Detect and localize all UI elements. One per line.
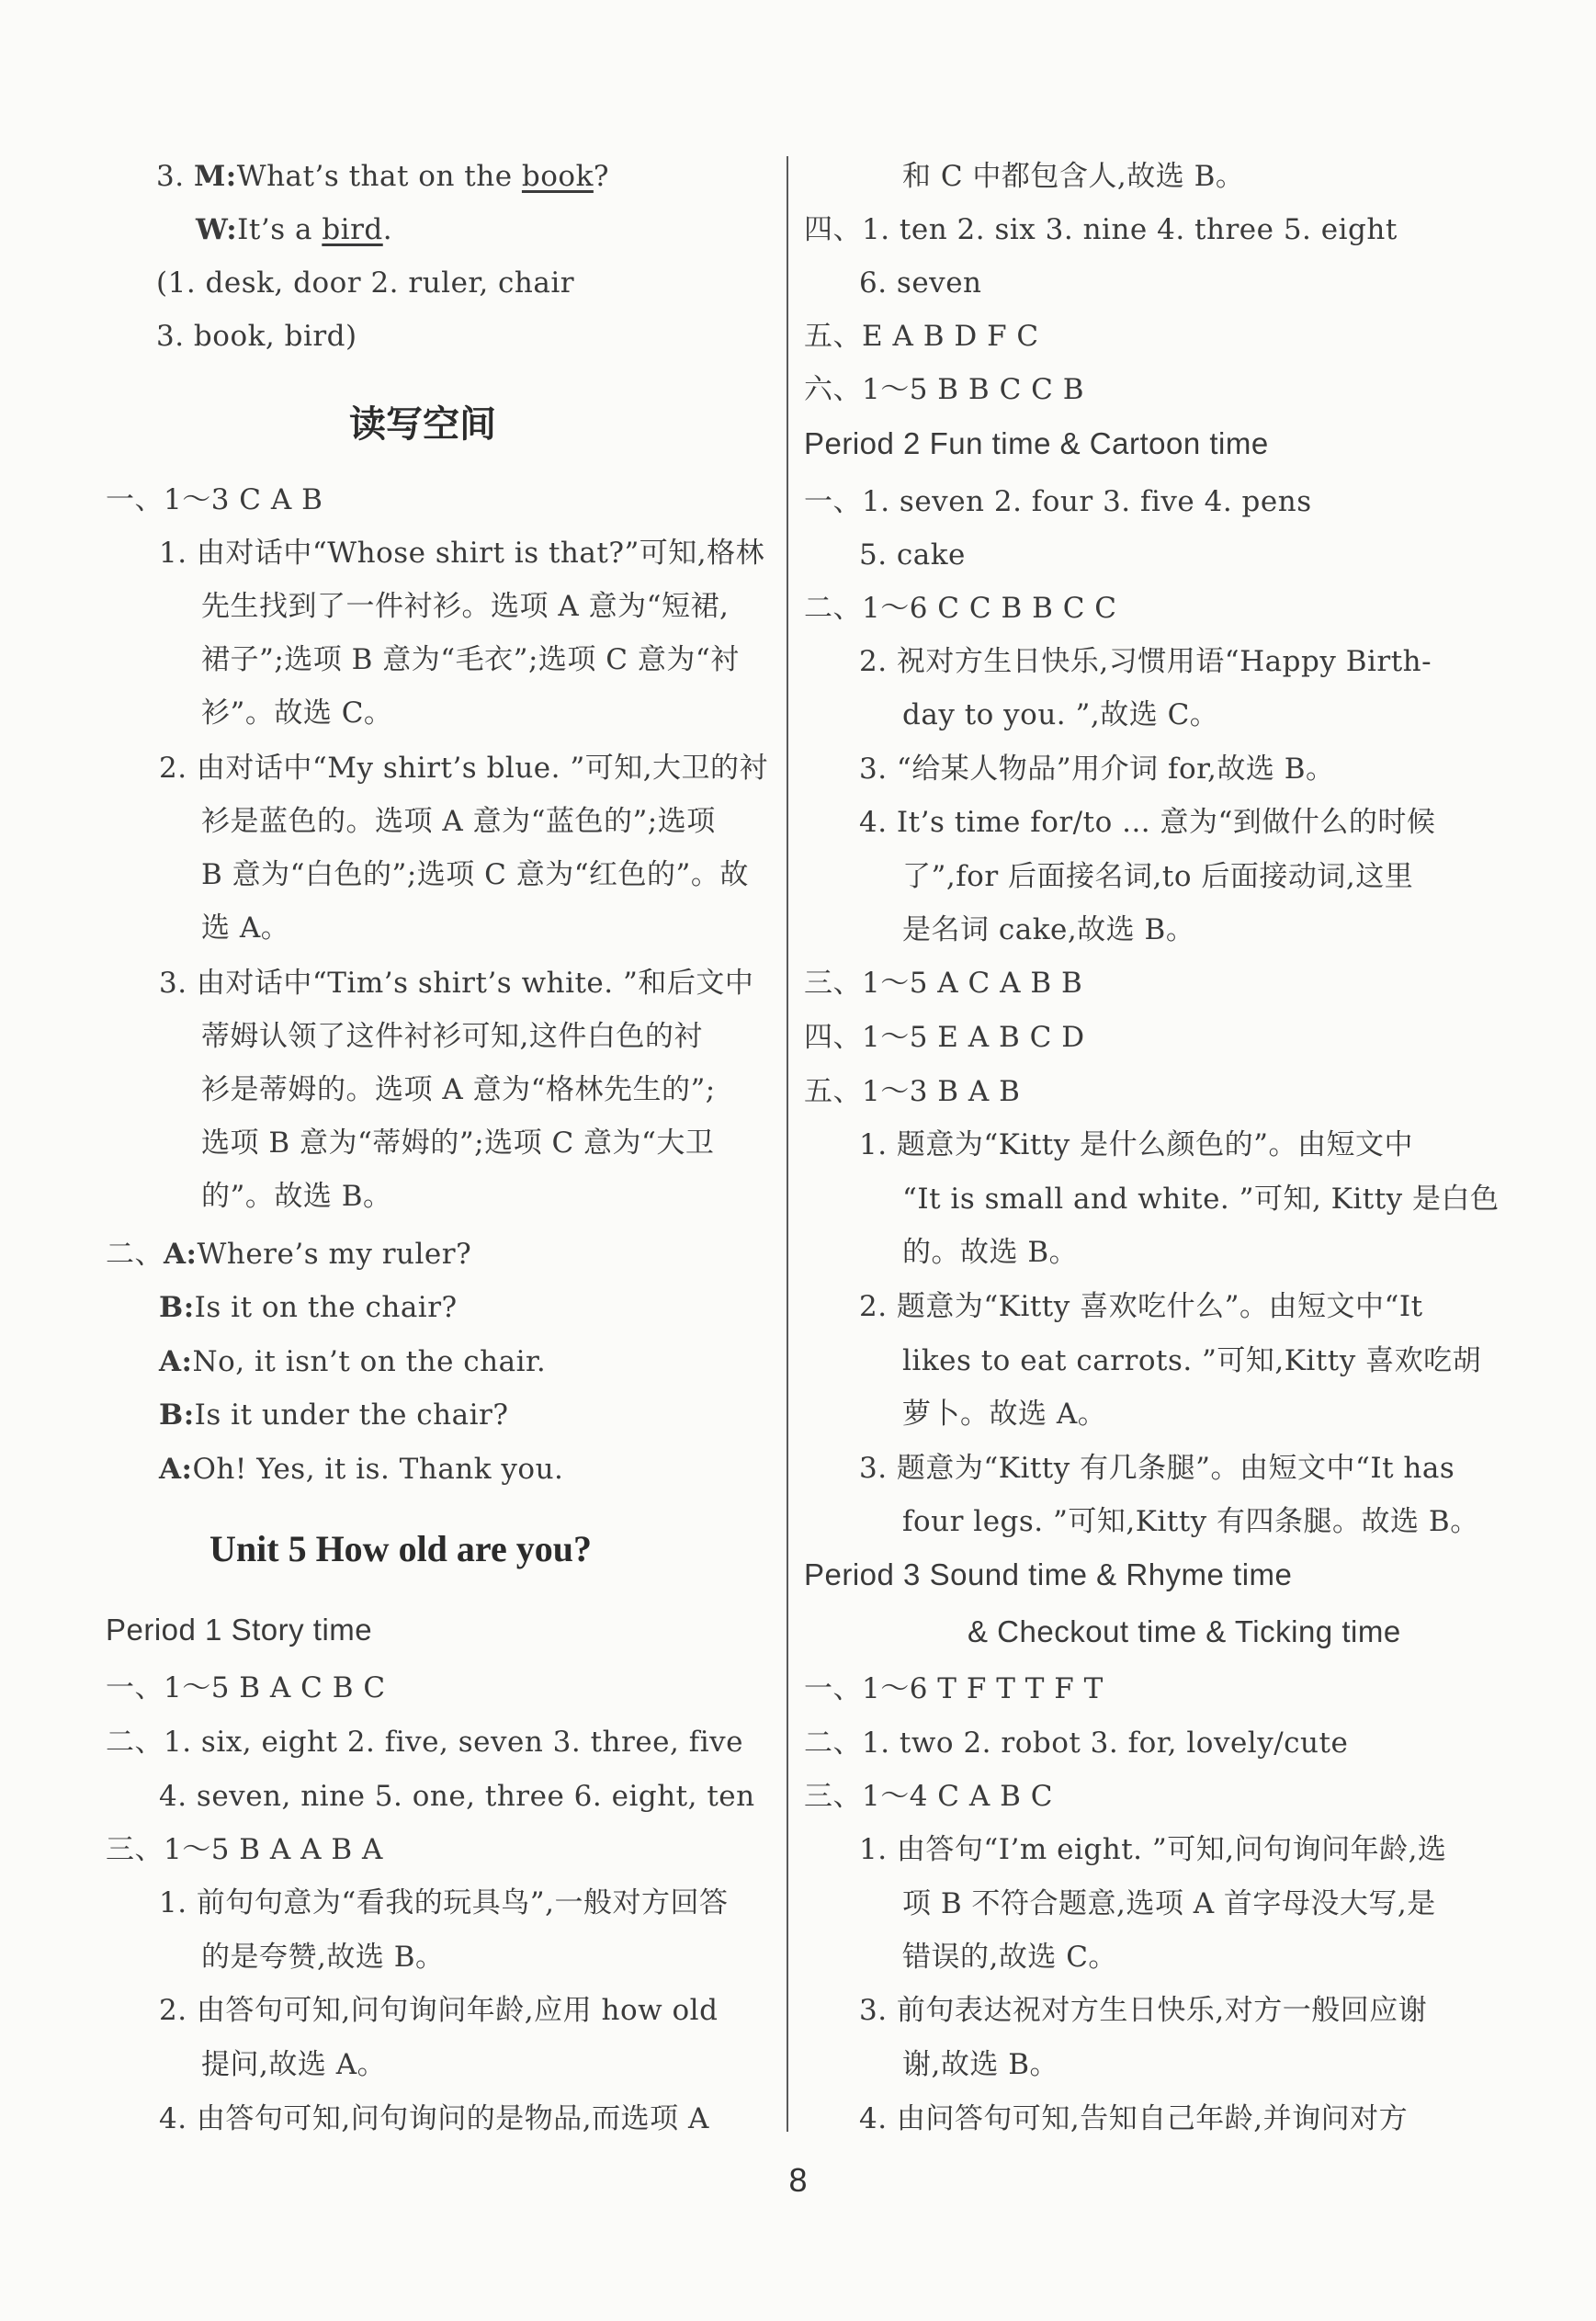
- answer-line: 3. “给某人物品”用介词 for,故选 B。: [859, 753, 1335, 786]
- answer-line: 提问,故选 A。: [201, 2048, 387, 2081]
- answer-line: 和 C 中都包含人,故选 B。: [902, 160, 1245, 193]
- answer-line: 四、1～5 E A B C D: [804, 1021, 1085, 1054]
- answer-line: 5. cake: [859, 538, 966, 572]
- answer-line: 1. 前句句意为“看我的玩具鸟”,一般对方回答: [159, 1886, 729, 1919]
- answer-line: 衫是蓝色的。选项 A 意为“蓝色的”;选项: [201, 805, 716, 838]
- unit-title: Unit 5 How old are you?: [209, 1528, 592, 1569]
- dialogue-line: A:Oh! Yes, it is. Thank you.: [159, 1453, 564, 1486]
- section-title: 读写空间: [349, 403, 496, 446]
- answer-line: 六、1～5 B B C C B: [804, 373, 1084, 406]
- dialogue-line: 二、A:Where’s my ruler?: [106, 1238, 472, 1271]
- answer-line: 2. 题意为“Kitty 喜欢吃什么”。由短文中“It: [859, 1290, 1423, 1323]
- answer-line: 的是夸赞,故选 B。: [201, 1941, 445, 1974]
- answer-line: 4. 由答句可知,问句询问的是物品,而选项 A: [159, 2102, 709, 2135]
- dialogue-line: A:No, it isn’t on the chair.: [159, 1345, 547, 1378]
- period-heading: Period 3 Sound time & Rhyme time: [804, 1557, 1293, 1591]
- answer-line: “It is small and white. ”可知, Kitty 是白色: [902, 1183, 1500, 1216]
- column-divider: [787, 156, 788, 2132]
- answer-line: 了”,for 后面接名词,to 后面接动词,这里: [902, 860, 1414, 893]
- answer-line: 3. 前句表达祝对方生日快乐,对方一般回应谢: [859, 1994, 1428, 2027]
- answer-line: 三、1～5 B A A B A: [106, 1833, 383, 1866]
- answer-line: 3. 由对话中“Tim’s shirt’s white. ”和后文中: [159, 967, 754, 1000]
- answer-line: 萝卜。故选 A。: [902, 1398, 1107, 1431]
- answer-line: 3. 题意为“Kitty 有几条腿”。由短文中“It has: [859, 1452, 1455, 1485]
- answer-line: 2. 由对话中“My shirt’s blue. ”可知,大卫的衬: [159, 752, 769, 785]
- answer-line: 2. 祝对方生日快乐,习惯用语“Happy Birth-: [859, 645, 1432, 678]
- dialogue-line: 3. M:What’s that on the book?: [156, 160, 610, 193]
- answer-line: 1. 由对话中“Whose shirt is that?”可知,格林: [159, 537, 765, 570]
- answer-line: 是名词 cake,故选 B。: [902, 913, 1195, 946]
- answer-line: 4. 由问答句可知,告知自己年龄,并询问对方: [859, 2102, 1409, 2135]
- answer-line: 蒂姆认领了这件衬衫可知,这件白色的衬: [201, 1020, 703, 1053]
- answer-line: four legs. ”可知,Kitty 有四条腿。故选 B。: [902, 1505, 1479, 1538]
- answer-line: day to you. ”,故选 C。: [902, 698, 1219, 731]
- dialogue-line: W:It’s a bird.: [196, 213, 393, 246]
- answer-line: 先生找到了一件衬衫。选项 A 意为“短裙,: [201, 590, 730, 623]
- answer-line: 衫”。故选 C。: [201, 696, 393, 730]
- answer-line: 衫是蒂姆的。选项 A 意为“格林先生的”;: [201, 1073, 716, 1106]
- answer-line: 4. seven, nine 5. one, three 6. eight, ten: [159, 1780, 755, 1813]
- answer-line: 2. 由答句可知,问句询问年龄,应用 how old: [159, 1994, 719, 2027]
- answer-line: 二、1～6 C C B B C C: [804, 592, 1117, 625]
- answer-line: 一、1. seven 2. four 3. five 4. pens: [804, 485, 1312, 518]
- answer-line: likes to eat carrots. ”可知,Kitty 喜欢吃胡: [902, 1344, 1482, 1377]
- period-heading: Period 2 Fun time & Cartoon time: [804, 426, 1269, 460]
- answer-line: 选项 B 意为“蒂姆的”;选项 C 意为“大卫: [201, 1127, 715, 1160]
- answer-line: 选 A。: [201, 911, 290, 945]
- answer-line: B 意为“白色的”;选项 C 意为“红色的”。故: [201, 858, 749, 891]
- answer-line: 三、1～4 C A B C: [804, 1780, 1053, 1813]
- answer-line: 一、1～6 T F T T F T: [804, 1672, 1104, 1705]
- answer-line: 二、1. six, eight 2. five, seven 3. three, five: [106, 1726, 743, 1759]
- answer-line: 五、1～3 B A B: [804, 1075, 1021, 1108]
- answer-line: 三、1～5 A C A B B: [804, 967, 1083, 1000]
- period-heading: & Checkout time & Ticking time: [968, 1614, 1401, 1648]
- answer-line: 项 B 不符合题意,选项 A 首字母没大写,是: [902, 1887, 1436, 1920]
- answer-line: 的。故选 B。: [902, 1236, 1079, 1269]
- answer-line: 一、1～3 C A B: [106, 483, 323, 516]
- answer-line: 五、E A B D F C: [804, 320, 1039, 353]
- answer-line: 一、1～5 B A C B C: [106, 1671, 386, 1704]
- dialogue-line: B:Is it on the chair?: [159, 1291, 458, 1324]
- page-number: 8: [788, 2161, 808, 2199]
- answer-line: 1. 由答句“I’m eight. ”可知,问句询问年龄,选: [859, 1833, 1447, 1866]
- answer-line: 裙子”;选项 B 意为“毛衣”;选项 C 意为“衬: [201, 643, 740, 676]
- answer-line: 1. 题意为“Kitty 是什么颜色的”。由短文中: [859, 1128, 1413, 1161]
- answer-line: 谢,故选 B。: [902, 2048, 1058, 2081]
- dialogue-line: B:Is it under the chair?: [159, 1398, 509, 1432]
- answer-line: 四、1. ten 2. six 3. nine 4. three 5. eight: [804, 213, 1398, 246]
- answer-line: 二、1. two 2. robot 3. for, lovely/cute: [804, 1727, 1349, 1760]
- answer-line: 4. It’s time for/to ... 意为“到做什么的时候: [859, 806, 1436, 839]
- answer-line: 6. seven: [859, 266, 982, 300]
- answer-line: (1. desk, door 2. ruler, chair: [156, 266, 575, 300]
- period-heading: Period 1 Story time: [106, 1613, 373, 1647]
- answer-line: 错误的,故选 C。: [902, 1941, 1117, 1974]
- answer-line: 的”。故选 B。: [201, 1180, 392, 1213]
- answer-line: 3. book, bird): [156, 320, 357, 353]
